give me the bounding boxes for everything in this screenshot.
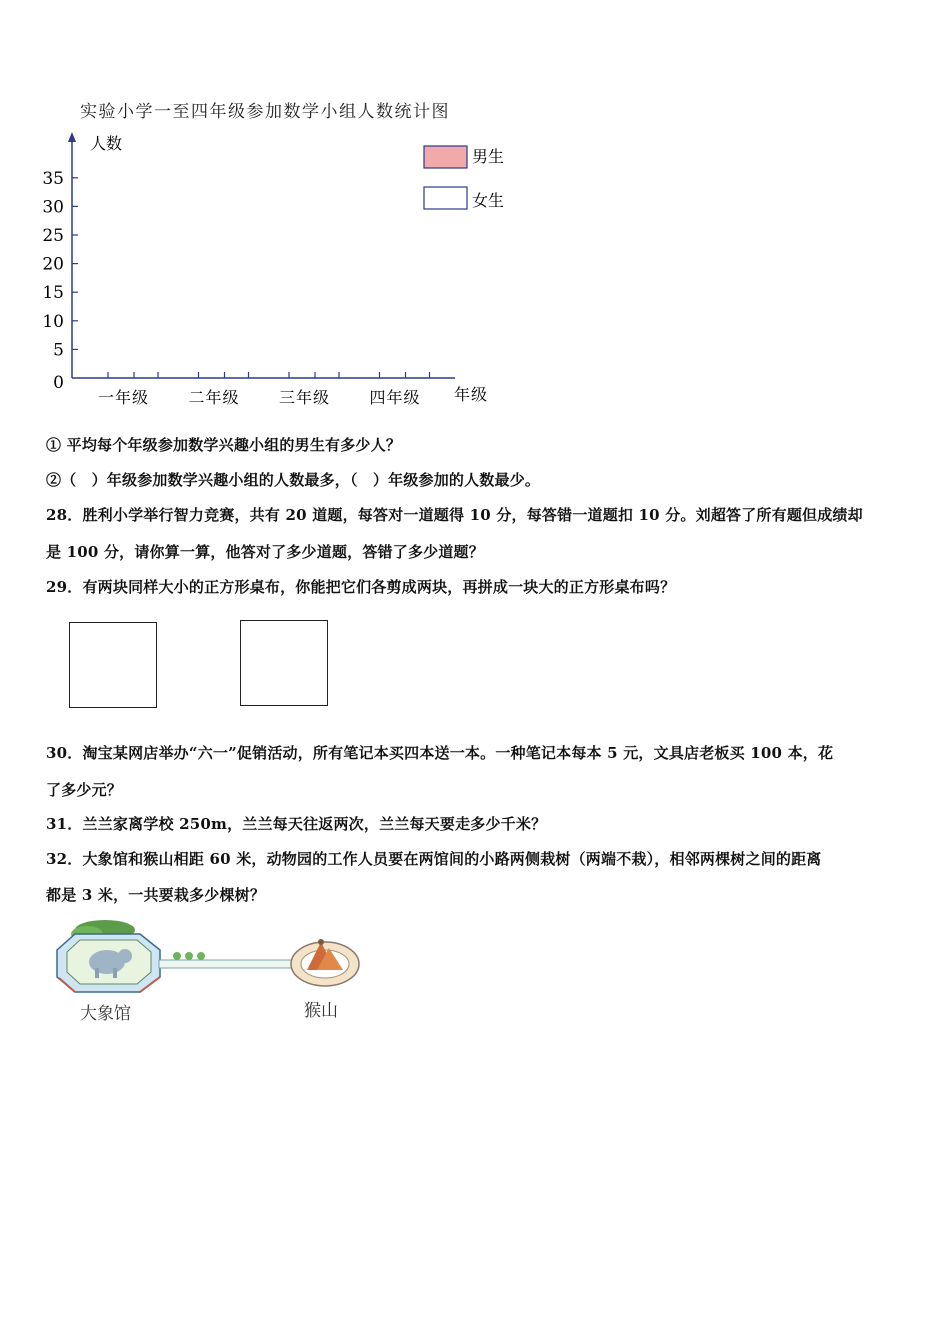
question-32-line1: 32．大象馆和猴山相距 60 米，动物园的工作人员要在两馆间的小路两侧栽树（两端不栽），相邻两棵树之间的距离 (46, 850, 822, 868)
question-32-line2: 都是 3 米，一共要栽多少棵树？ (46, 886, 266, 904)
bar-chart (0, 0, 950, 420)
legend-label-boys: 男生 (472, 147, 505, 166)
y-axis-arrow (68, 132, 76, 142)
y-tick-label: 30 (42, 197, 64, 218)
y-tick-label: 35 (42, 168, 64, 189)
y-tick-label: 10 (42, 311, 64, 332)
y-axis-label: 人数 (90, 134, 123, 153)
monkey-hill-icon (291, 939, 359, 986)
legend-label-girls: 女生 (472, 191, 505, 210)
path-icon (159, 952, 299, 968)
question-31: 31．兰兰家离学校 250m，兰兰每天往返两次，兰兰每天要走多少千米？ (46, 815, 547, 833)
elephant-house-label: 大象馆 (80, 1004, 131, 1024)
y-tick-label: 15 (42, 283, 64, 304)
question-28-line1: 28．胜利小学举行智力竞赛，共有 20 道题，每答对一道题得 10 分，每答错一道题扣 10 分。刘超答了所有题但成绩却 (46, 506, 863, 524)
question-30-line1: 30．淘宝某网店举办“六一”促销活动，所有笔记本买四本送一本。一种笔记本每本 5 元，文具店老板买 100 本，花 (46, 744, 834, 762)
question-sub2: ②（ ）年级参加数学兴趣小组的人数最多，（ ）年级参加的人数最少。 (46, 471, 541, 489)
question-30-line2: 了多少元？ (46, 781, 123, 799)
monkey-hill-label: 猴山 (304, 1001, 338, 1021)
x-category-label: 一年级 (98, 388, 150, 407)
x-category-label: 三年级 (279, 388, 331, 407)
legend-swatch-boys (424, 146, 467, 168)
y-tick-label: 25 (42, 226, 64, 246)
chart-title: 实验小学一至四年级参加数学小组人数统计图 (80, 102, 450, 122)
x-category-label: 二年级 (188, 388, 240, 407)
elephant-house-icon (57, 920, 160, 992)
y-tick-label: 20 (42, 254, 64, 275)
square-tablecloth-2 (240, 620, 328, 706)
x-category-label: 四年级 (369, 388, 421, 407)
legend-swatch-girls (424, 187, 467, 209)
question-29: 29．有两块同样大小的正方形桌布，你能把它们各剪成两块，再拼成一块大的正方形桌布吗？ (46, 578, 676, 596)
y-tick-label: 5 (53, 340, 64, 361)
question-sub1: ① 平均每个年级参加数学兴趣小组的男生有多少人？ (46, 436, 402, 454)
question-28-line2: 是 100 分，请你算一算，他答对了多少道题，答错了多少道题？ (46, 543, 484, 561)
square-tablecloth-1 (69, 622, 157, 708)
y-tick-label: 0 (53, 373, 64, 393)
x-axis-label: 年级 (454, 385, 489, 404)
